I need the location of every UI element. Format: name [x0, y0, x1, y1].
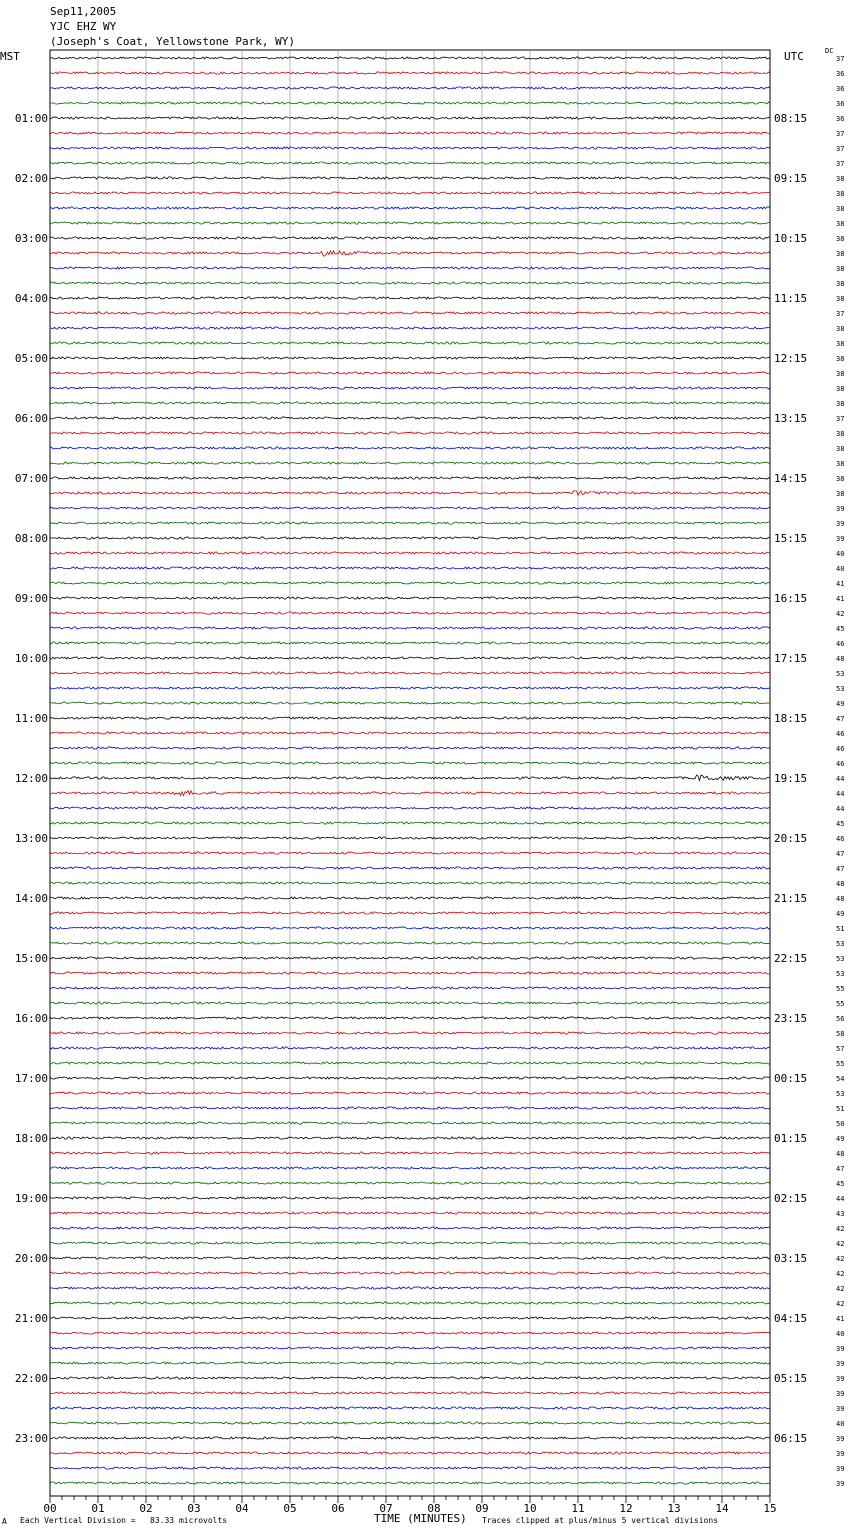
dc-offset-label: 38	[836, 280, 845, 288]
trace-line	[50, 72, 770, 74]
dc-offset-label: 39	[836, 1465, 845, 1473]
left-hour-label: 13:00	[14, 832, 48, 845]
dc-offset-label: 44	[836, 790, 845, 798]
right-hour-label: 19:15	[774, 772, 808, 785]
trace-line	[50, 177, 770, 179]
dc-offset-label: 53	[836, 940, 845, 948]
trace-line	[50, 942, 770, 944]
trace-line	[50, 491, 770, 496]
dc-offset-label: 47	[836, 865, 845, 873]
trace-line	[50, 1257, 770, 1259]
dc-offset-label: 39	[836, 535, 845, 543]
trace-line	[50, 597, 770, 599]
trace-line	[50, 1197, 770, 1199]
trace-line	[50, 1152, 770, 1154]
trace-line	[50, 522, 770, 524]
dc-offset-label: 38	[836, 400, 845, 408]
dc-offset-label: 49	[836, 910, 845, 918]
x-tick-label: 15	[763, 1502, 777, 1515]
x-tick-label: 08	[427, 1502, 441, 1515]
dc-offset-label: 47	[836, 1165, 845, 1173]
trace-line	[50, 1077, 770, 1079]
trace-line	[50, 1017, 770, 1019]
dc-offset-label: 37	[836, 55, 845, 63]
left-hour-label: 04:00	[14, 292, 48, 305]
dc-offset-label: 37	[836, 160, 845, 168]
trace-line	[50, 207, 770, 209]
dc-offset-label: 39	[836, 1480, 845, 1488]
right-hour-label: 13:15	[774, 412, 808, 425]
left-hour-label: 12:00	[14, 772, 48, 785]
dc-offset-label: 40	[836, 1330, 845, 1338]
trace-line	[50, 1242, 770, 1244]
trace-line	[50, 837, 770, 839]
x-tick-label: 03	[187, 1502, 201, 1515]
dc-offset-label: 43	[836, 1210, 845, 1218]
trace-line	[50, 312, 770, 314]
dc-offset-label: 53	[836, 1090, 845, 1098]
trace-line	[50, 1182, 770, 1184]
trace-line	[50, 147, 770, 149]
trace-line	[50, 1227, 770, 1229]
dc-offset-label: 42	[836, 1270, 845, 1278]
trace-line	[50, 822, 770, 824]
dc-offset-label: 38	[836, 490, 845, 498]
trace-line	[50, 102, 770, 104]
x-tick-label: 11	[571, 1502, 585, 1515]
dc-offset-label: 49	[836, 1135, 845, 1143]
dc-offset-label: 44	[836, 775, 845, 783]
right-hour-label: 20:15	[774, 832, 808, 845]
dc-offset-label: 45	[836, 625, 845, 633]
left-hour-label: 17:00	[14, 1072, 48, 1085]
left-hour-label: 03:00	[14, 232, 48, 245]
trace-line	[50, 852, 770, 854]
left-hour-label: 10:00	[14, 652, 48, 665]
trace-line	[50, 717, 770, 719]
x-axis-label: TIME (MINUTES)	[374, 1512, 467, 1525]
dc-offset-label: 36	[836, 70, 845, 78]
right-hour-label: 01:15	[774, 1132, 808, 1145]
dc-offset-label: 58	[836, 1030, 845, 1038]
dc-offset-label: 38	[836, 175, 845, 183]
dc-offset-label: 48	[836, 1150, 845, 1158]
right-hour-label: 14:15	[774, 472, 808, 485]
right-hour-label: 21:15	[774, 892, 808, 905]
trace-line	[50, 987, 770, 989]
left-hour-label: 20:00	[14, 1252, 48, 1265]
x-tick-label: 05	[283, 1502, 297, 1515]
left-hour-label: 18:00	[14, 1132, 48, 1145]
dc-offset-label: 40	[836, 550, 845, 558]
trace-line	[50, 447, 770, 449]
left-hour-label: 21:00	[14, 1312, 48, 1325]
trace-line	[50, 1047, 770, 1049]
left-hour-label: 19:00	[14, 1192, 48, 1205]
dc-offset-label: 39	[836, 1375, 845, 1383]
trace-line	[50, 1137, 770, 1139]
trace-line	[50, 1332, 770, 1334]
dc-offset-label: 57	[836, 1045, 845, 1053]
trace-line	[50, 1287, 770, 1289]
dc-offset-label: 41	[836, 595, 845, 603]
trace-line	[50, 762, 770, 764]
trace-line	[50, 327, 770, 329]
x-tick-label: 02	[139, 1502, 153, 1515]
left-hour-label: 07:00	[14, 472, 48, 485]
trace-line	[50, 267, 770, 269]
dc-offset-label: 55	[836, 1000, 845, 1008]
trace-line	[50, 1212, 770, 1214]
trace-line	[50, 537, 770, 539]
dc-offset-label: 38	[836, 235, 845, 243]
trace-line	[50, 672, 770, 674]
trace-line	[50, 402, 770, 404]
plot-date: Sep11,2005	[50, 5, 117, 18]
left-hour-label: 16:00	[14, 1012, 48, 1025]
x-tick-label: 13	[667, 1502, 681, 1515]
trace-line	[50, 882, 770, 884]
dc-offset-label: 38	[836, 205, 845, 213]
trace-line	[50, 1422, 770, 1424]
right-hour-label: 11:15	[774, 292, 808, 305]
right-hour-label: 10:15	[774, 232, 808, 245]
dc-offset-label: 39	[836, 505, 845, 513]
trace-line	[50, 1377, 770, 1379]
trace-line	[50, 297, 770, 299]
trace-line	[50, 237, 770, 239]
dc-offset-label: 46	[836, 745, 845, 753]
trace-line	[50, 927, 770, 929]
trace-line	[50, 372, 770, 374]
station-code: YJC EHZ WY	[50, 20, 117, 33]
right-hour-label: 22:15	[774, 952, 808, 965]
clip-note: Traces clipped at plus/minus 5 vertical divisions	[482, 1516, 719, 1525]
dc-offset-label: 37	[836, 415, 845, 423]
right-hour-label: 18:15	[774, 712, 808, 725]
dc-offset-label: 42	[836, 1225, 845, 1233]
trace-line	[50, 972, 770, 974]
trace-line	[50, 1452, 770, 1454]
dc-offset-label: 47	[836, 850, 845, 858]
trace-line	[50, 1407, 770, 1409]
x-tick-label: 10	[523, 1502, 537, 1515]
dc-offset-label: 38	[836, 370, 845, 378]
trace-line	[50, 1347, 770, 1349]
left-hour-label: 11:00	[14, 712, 48, 725]
trace-line	[50, 657, 770, 659]
trace-line	[50, 282, 770, 284]
right-hour-label: 02:15	[774, 1192, 808, 1205]
trace-line	[50, 417, 770, 419]
dc-offset-label: 37	[836, 145, 845, 153]
left-hour-label: 14:00	[14, 892, 48, 905]
dc-offset-label: 44	[836, 1195, 845, 1203]
dc-offset-label: 36	[836, 115, 845, 123]
right-hour-label: 08:15	[774, 112, 808, 125]
dc-offset-label: 38	[836, 445, 845, 453]
left-hour-label: 22:00	[14, 1372, 48, 1385]
right-hour-label: 09:15	[774, 172, 808, 185]
dc-offset-label: 51	[836, 925, 845, 933]
dc-offset-label: 53	[836, 685, 845, 693]
x-tick-label: 04	[235, 1502, 249, 1515]
trace-line	[50, 507, 770, 509]
x-tick-label: 09	[475, 1502, 489, 1515]
right-hour-label: 04:15	[774, 1312, 808, 1325]
trace-line	[50, 732, 770, 734]
dc-offset-label: 48	[836, 895, 845, 903]
dc-offset-label: 42	[836, 1240, 845, 1248]
x-tick-label: 14	[715, 1502, 729, 1515]
trace-line	[50, 1122, 770, 1124]
dc-offset-label: 48	[836, 655, 845, 663]
left-hour-label: 15:00	[14, 952, 48, 965]
trace-line	[50, 747, 770, 749]
dc-offset-label: 53	[836, 670, 845, 678]
scale-note: Each Vertical Division = 83.33 microvolts	[20, 1516, 228, 1525]
dc-offset-label: 53	[836, 955, 845, 963]
trace-line	[50, 1002, 770, 1004]
dc-offset-label: 44	[836, 805, 845, 813]
dc-offset-label: 38	[836, 475, 845, 483]
trace-line	[50, 132, 770, 134]
dc-offset-label: 38	[836, 430, 845, 438]
trace-line	[50, 552, 770, 554]
trace-line	[50, 1467, 770, 1469]
dc-header: DC	[825, 47, 834, 55]
right-hour-label: 16:15	[774, 592, 808, 605]
trace-line	[50, 1032, 770, 1034]
dc-offset-label: 48	[836, 880, 845, 888]
dc-offset-label: 42	[836, 610, 845, 618]
dc-offset-label: 38	[836, 325, 845, 333]
trace-line	[50, 357, 770, 359]
trace-line	[50, 807, 770, 809]
trace-line	[50, 387, 770, 389]
trace-line	[50, 912, 770, 914]
trace-line	[50, 612, 770, 614]
left-timezone-label: MST	[0, 50, 20, 63]
trace-line	[50, 642, 770, 644]
dc-offset-label: 39	[836, 1435, 845, 1443]
dc-offset-label: 47	[836, 715, 845, 723]
left-hour-label: 09:00	[14, 592, 48, 605]
dc-offset-label: 49	[836, 700, 845, 708]
trace-line	[50, 1107, 770, 1109]
trace-line	[50, 1167, 770, 1169]
trace-line	[50, 957, 770, 959]
trace-line	[50, 222, 770, 224]
trace-line	[50, 567, 770, 569]
dc-offset-label: 39	[836, 1450, 845, 1458]
dc-offset-label: 38	[836, 220, 845, 228]
right-hour-label: 03:15	[774, 1252, 808, 1265]
trace-line	[50, 627, 770, 629]
dc-offset-label: 38	[836, 265, 845, 273]
trace-line	[50, 897, 770, 899]
dc-offset-label: 37	[836, 130, 845, 138]
dc-offset-label: 53	[836, 970, 845, 978]
trace-line	[50, 791, 770, 796]
trace-line	[50, 1272, 770, 1274]
trace-line	[50, 477, 770, 479]
right-hour-label: 15:15	[774, 532, 808, 545]
trace-line	[50, 162, 770, 164]
dc-offset-label: 42	[836, 1255, 845, 1263]
trace-line	[50, 1362, 770, 1364]
left-hour-label: 02:00	[14, 172, 48, 185]
dc-offset-label: 45	[836, 820, 845, 828]
x-tick-label: 00	[43, 1502, 57, 1515]
dc-offset-label: 40	[836, 1420, 845, 1428]
dc-offset-label: 46	[836, 640, 845, 648]
dc-offset-label: 40	[836, 565, 845, 573]
trace-line	[50, 582, 770, 584]
dc-offset-label: 37	[836, 310, 845, 318]
dc-offset-label: 51	[836, 1105, 845, 1113]
left-hour-label: 01:00	[14, 112, 48, 125]
trace-line	[50, 117, 770, 119]
right-hour-label: 00:15	[774, 1072, 808, 1085]
dc-offset-label: 56	[836, 1015, 845, 1023]
dc-offset-label: 38	[836, 460, 845, 468]
dc-offset-label: 39	[836, 1345, 845, 1353]
dc-offset-label: 50	[836, 1120, 845, 1128]
trace-line	[50, 192, 770, 194]
right-hour-label: 12:15	[774, 352, 808, 365]
x-tick-label: 06	[331, 1502, 345, 1515]
right-hour-label: 05:15	[774, 1372, 808, 1385]
dc-offset-label: 45	[836, 1180, 845, 1188]
trace-line	[50, 57, 770, 59]
trace-line	[50, 1062, 770, 1064]
trace-line	[50, 1092, 770, 1094]
dc-offset-label: 46	[836, 730, 845, 738]
right-hour-label: 06:15	[774, 1432, 808, 1445]
dc-offset-label: 55	[836, 1060, 845, 1068]
x-tick-label: 12	[619, 1502, 633, 1515]
dc-offset-label: 38	[836, 340, 845, 348]
station-location: (Joseph's Coat, Yellowstone Park, WY)	[50, 35, 296, 48]
trace-line	[50, 432, 770, 434]
trace-line	[50, 775, 770, 781]
dc-offset-label: 36	[836, 100, 845, 108]
dc-offset-label: 46	[836, 760, 845, 768]
left-hour-label: 23:00	[14, 1432, 48, 1445]
x-tick-label: 07	[379, 1502, 393, 1515]
dc-offset-label: 36	[836, 85, 845, 93]
trace-line	[50, 1482, 770, 1484]
right-hour-label: 23:15	[774, 1012, 808, 1025]
dc-offset-label: 54	[836, 1075, 845, 1083]
trace-line	[50, 251, 770, 256]
trace-line	[50, 687, 770, 689]
dc-offset-label: 42	[836, 1285, 845, 1293]
dc-offset-label: 42	[836, 1300, 845, 1308]
dc-offset-label: 38	[836, 250, 845, 258]
trace-line	[50, 462, 770, 464]
dc-offset-label: 55	[836, 985, 845, 993]
dc-offset-label: 39	[836, 1390, 845, 1398]
dc-offset-label: 46	[836, 835, 845, 843]
trace-line	[50, 87, 770, 89]
dc-offset-label: 39	[836, 1405, 845, 1413]
right-timezone-label: UTC	[784, 50, 804, 63]
dc-offset-label: 41	[836, 580, 845, 588]
dc-offset-label: 38	[836, 355, 845, 363]
dc-offset-label: 39	[836, 1360, 845, 1368]
dc-offset-label: 38	[836, 385, 845, 393]
trace-line	[50, 1302, 770, 1304]
dc-offset-label: 39	[836, 520, 845, 528]
left-hour-label: 05:00	[14, 352, 48, 365]
right-hour-label: 17:15	[774, 652, 808, 665]
x-tick-label: 01	[91, 1502, 105, 1515]
dc-offset-label: 38	[836, 295, 845, 303]
trace-line	[50, 342, 770, 344]
dc-offset-label: 38	[836, 190, 845, 198]
trace-line	[50, 1317, 770, 1319]
dc-offset-label: 41	[836, 1315, 845, 1323]
trace-line	[50, 1392, 770, 1394]
trace-line	[50, 1437, 770, 1439]
trace-line	[50, 867, 770, 869]
trace-line	[50, 702, 770, 704]
scale-mark: A	[2, 1517, 7, 1526]
left-hour-label: 08:00	[14, 532, 48, 545]
left-hour-label: 06:00	[14, 412, 48, 425]
